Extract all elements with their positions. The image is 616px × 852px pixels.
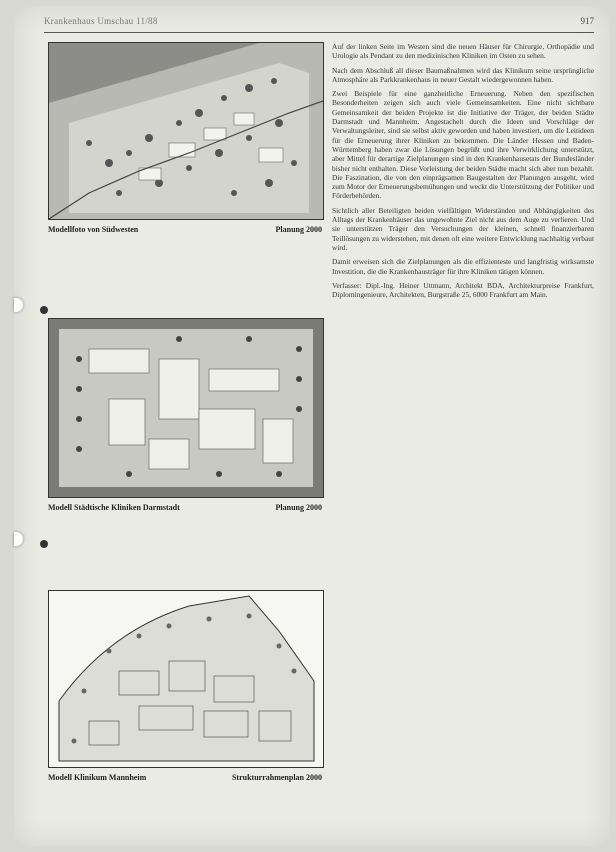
document-page [14, 6, 610, 846]
figure-3-caption-right: Strukturrahmenplan 2000 [231, 773, 322, 782]
running-head: Krankenhaus Umschau 11/88 [44, 16, 158, 26]
paragraph-4: Sichtlich aller Beteiligten beiden vielfältigen Widerständen und Abhängigkeiten des Alltags der Krankenhäuser das ungewohnte Ziel nicht aus dem Auge zu verlieren. Und sie unterstützen Träger den Versuchungen der kleinen, schnell finanzierbaren Teillösungen zu widerstehen, mit denen oft eine weitere Entwicklung nachhaltig verbaut wird. [332, 205, 594, 252]
paragraph-5: Damit erweisen sich die Zielplanungen als die effizienteste und langfristig wirksamste Investition, die die Krankenhausträger für ihre Kliniken tätigen können. [332, 257, 594, 276]
paragraph-1: Auf der linken Seite im Westen sind die neuen Häuser für Chirurgie, Orthopädie und Urologie als Pendant zu den medizinischen Kliniken im Osten zu sehen. [332, 42, 594, 61]
figure-darmstadt-model [48, 318, 322, 514]
figure-1-image [48, 42, 324, 220]
binder-ring-bottom [40, 540, 48, 548]
figure-model-photo [48, 42, 322, 238]
figure-1-caption-right: Planung 2000 [275, 225, 322, 234]
figure-1-caption-left: Modellfoto von Südwesten [48, 225, 139, 234]
figure-3-image [48, 590, 324, 768]
article-text-column [332, 42, 594, 304]
figure-2-caption-left: Modell Städtische Kliniken Darmstadt [48, 503, 180, 512]
paragraph-3: Zwei Beispiele für eine ganzheitliche Erneuerung. Neben den spezifischen Besonderheiten zeigen sich auch viele Gemeinsamkeiten. Eine nicht sichtbare Gemeinsamkeit der beiden Projekte ist die Initiative der Träger, der beiden Städte Darmstadt und Mannheim. Angestachelt durch die Ideen und Vorschläge der Verwaltungsleiter, sind sie selbst aktiv geworden und haben investiert, um die Leitideen für die Erneuerung ihrer Kliniken zu bekommen. Die Länder Hessen und Baden-Württemberg haben zwar die Lösungen begrüßt und ihre Verwirklichung unterstützt, aber Mittel für derartige Zielplanungen sind in den Krankenhausetats der Bundesländer bisher nicht enthalten. Diese Vorleistung der beiden Städte macht sich aber nun bezahlt. Die Faszination, die von den einprägsamen Baugestalten der Planungen ausgeht, wird zum Motor der Erneuerungsbemühungen und weckt die Unterstützung der Politiker und Förderbehörden. [332, 89, 594, 201]
figure-mannheim-model [48, 590, 322, 786]
figure-2-image [48, 318, 324, 498]
figure-3-caption-left: Modell Klinikum Mannheim [48, 773, 147, 782]
binder-ring-top [40, 306, 48, 314]
author-note: Verfasser: Dipl.-Ing. Heiner Uttmann, Architekt BDA, Architekturpreise Frankfurt, Diplomingenieure, Architekten, Burgstraße 25, 6000 Frankfurt am Main. [332, 280, 594, 300]
punch-hole-bottom [14, 532, 23, 546]
page-number: 917 [580, 16, 594, 26]
page-header [44, 14, 594, 33]
punch-hole-top [14, 298, 23, 312]
paragraph-2: Nach dem Abschluß all dieser Baumaßnahmen wird das Klinikum seine ursprüngliche Atmosphäre als Parkkrankenhaus in neuer Gestalt wiedergewonnen haben. [332, 65, 594, 84]
figure-2-caption-right: Planung 2000 [275, 503, 322, 512]
